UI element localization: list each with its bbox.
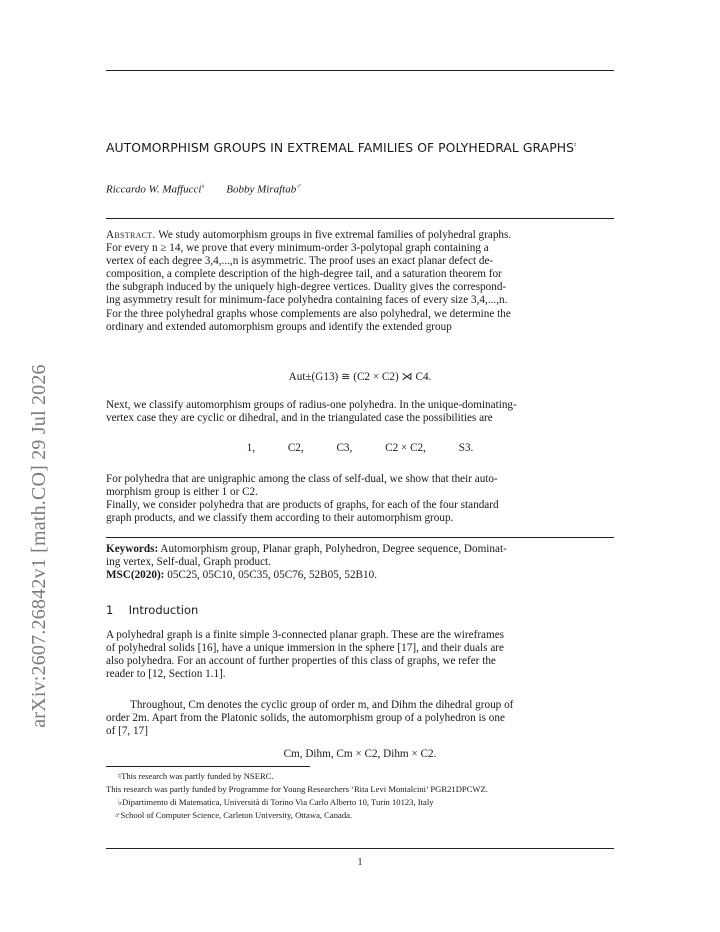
- abstract-line: Finally, we consider polyhedra that are products of graphs, for each of the four standard: [106, 499, 499, 512]
- footer-rule: [106, 848, 614, 849]
- intro-line: Throughout, Cm denotes the cyclic group of order m, and Dihm the dihedral group of: [130, 699, 514, 711]
- abstract-label: Abstract.: [106, 229, 156, 241]
- keywords-block: [106, 543, 614, 582]
- section-number: 1: [106, 603, 114, 617]
- author-mark: ♂: [296, 182, 302, 190]
- group-list: [106, 442, 614, 454]
- group-item: C2 × C2,: [385, 442, 426, 454]
- title-footnote-mark: ♮: [574, 140, 577, 149]
- abstract-line: For polyhedra that are unigraphic among the class of self-dual, we show that their auto-: [106, 473, 498, 485]
- abstract-top-rule: [106, 218, 614, 219]
- abstract-line: ordinary and extended automorphism groups and identify the extended group: [106, 320, 452, 333]
- group-families-line: Cm, Dihm, Cm × C2, Dihm × C2.: [283, 748, 437, 760]
- footnote-rule: [106, 766, 310, 767]
- abstract-bottom-rule: [106, 537, 614, 538]
- paper-title: [106, 140, 626, 155]
- footnote: ♮This research was partly funded by NSERC.: [118, 771, 274, 781]
- footnote: ♭Dipartimento di Matematica, Università di Torino Via Carlo Alberto 10, Turin 10123, Italy: [118, 797, 434, 807]
- intro-line: of [7, 17]: [106, 725, 148, 738]
- abstract-line: morphism group is either 1 or C2.: [106, 486, 258, 499]
- abstract-line: graph products, and we classify them according to their automorphism group.: [106, 512, 454, 525]
- abstract-paragraph: [106, 399, 614, 425]
- display-equation: Aut±(G13) ≅ (C2 × C2) ⋊ C4.: [288, 371, 432, 383]
- group-item: 1,: [246, 442, 256, 454]
- intro-paragraph: [106, 629, 614, 681]
- page-number: 1: [357, 857, 363, 868]
- msc-text: 05C25, 05C10, 05C35, 05C76, 52B05, 52B10.: [164, 569, 378, 582]
- abstract-paragraph: [106, 473, 614, 525]
- author-mark: ♭: [201, 182, 205, 190]
- footnote: ♂School of Computer Science, Carleton University, Ottawa, Canada.: [114, 810, 353, 820]
- abstract-line: vertex of each degree 3,4,...,n is asymmetric. The proof uses an exact planar defect de-: [106, 255, 494, 268]
- section-title: Introduction: [128, 603, 199, 617]
- abstract-paragraph: [106, 229, 614, 334]
- intro-paragraph: [106, 699, 614, 738]
- abstract-line: vertex case they are cyclic or dihedral, and in the triangulated case the possibilities are: [106, 412, 493, 425]
- intro-line: A polyhedral graph is a finite simple 3-connected planar graph. These are the wireframes: [106, 629, 505, 641]
- abstract-line: composition, a complete description of the high-degree tail, and a saturation theorem for: [106, 268, 502, 281]
- section-heading: [106, 603, 198, 617]
- group-item: C2,: [287, 442, 304, 454]
- intro-line: also polyhedra. For an account of further properties of this class of graphs, we refer the: [106, 655, 496, 668]
- author-line: [106, 182, 301, 196]
- author-name: Bobby Miraftab: [226, 183, 297, 196]
- group-item: C3,: [336, 442, 353, 454]
- footnote: This research was partly funded by Programme for Young Researchers ‘Rita Levi Montalcini’ PGR21DPCWZ.: [106, 784, 488, 794]
- header-rule: [106, 70, 614, 71]
- keywords-text: ing vertex, Self-dual, Graph product.: [106, 556, 271, 569]
- msc-label: MSC(2020):: [106, 569, 165, 582]
- title-text: AUTOMORPHISM GROUPS IN EXTREMAL FAMILIES OF POLYHEDRAL GRAPHS: [106, 140, 575, 155]
- abstract-line: Next, we classify automorphism groups of radius-one polyhedra. In the unique-dominating-: [106, 399, 517, 411]
- keywords-text: Automorphism group, Planar graph, Polyhedron, Degree sequence, Dominat-: [158, 543, 507, 555]
- abstract-line: For the three polyhedral graphs whose complements are also polyhedral, we determine the: [106, 307, 511, 320]
- abstract-line: the subgraph induced by the uniquely high-degree vertices. Duality gives the correspond-: [106, 281, 507, 294]
- arxiv-stamp: arXiv:2607.26842v1 [math.CO] 29 Jul 2026: [28, 364, 50, 728]
- keywords-label: Keywords:: [106, 543, 159, 555]
- intro-line: of polyhedral solids [16], have a unique immersion in the sphere [17], and their duals are: [106, 642, 504, 655]
- intro-line: reader to [12, Section 1.1].: [106, 668, 226, 681]
- abstract-line: ing asymmetry result for minimum-face polyhedra containing faces of every size 3,4,...,n.: [106, 294, 508, 307]
- abstract-line: For every n ≥ 14, we prove that every minimum-order 3-polytopal graph containing a: [106, 242, 489, 255]
- abstract-line: Abstract. We study automorphism groups in five extremal families of polyhedral graphs.: [106, 229, 512, 241]
- intro-line: order 2m. Apart from the Platonic solids, the automorphism group of a polyhedron is one: [106, 712, 505, 725]
- author-name: Riccardo W. Maffucci: [106, 183, 202, 196]
- group-item: S3.: [458, 442, 474, 454]
